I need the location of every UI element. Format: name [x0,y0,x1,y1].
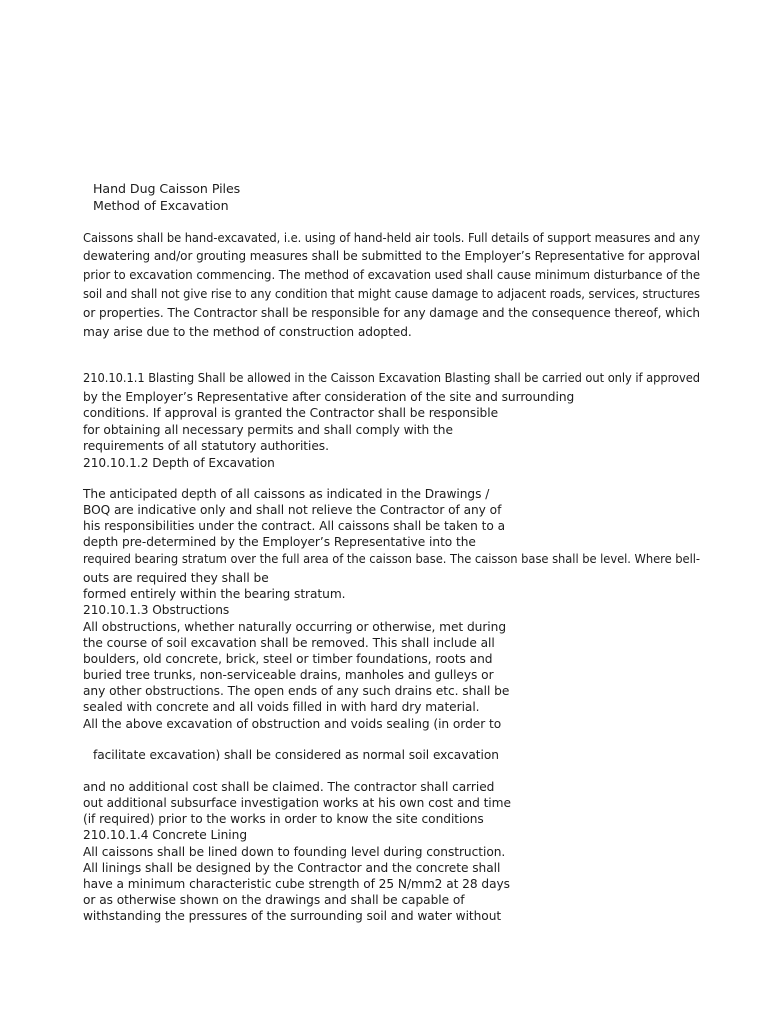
body-line: required bearing stratum over the full area of the caisson base. The caisson base shall be level. Where bell- [83,552,700,566]
body-line: any other obstructions. The open ends of any such drains etc. shall be [83,684,510,698]
body-line: sealed with concrete and all voids filled in with hard dry material. [83,700,480,714]
body-line: for obtaining all necessary permits and shall comply with the [83,423,453,437]
body-line: facilitate excavation) shall be considered as normal soil excavation [93,748,499,762]
body-line: by the Employer’s Representative after consideration of the site and surrounding [83,390,575,404]
section-heading-depth: 210.10.1.2 Depth of Excavation [83,456,275,470]
body-line: All obstructions, whether naturally occurring or otherwise, met during [83,620,507,634]
body-line: out additional subsurface investigation works at his own cost and time [83,796,511,810]
body-line: or as otherwise shown on the drawings and shall be capable of [83,893,465,907]
body-line: Caissons shall be hand-excavated, i.e. using of hand-held air tools. Full details of support measures and any [83,231,701,245]
body-line: BOQ are indicative only and shall not relieve the Contractor of any of [83,503,502,517]
document-subtitle: Method of Excavation [93,198,229,213]
body-line: the course of soil excavation shall be removed. This shall include all [83,636,495,650]
body-line: conditions. If approval is granted the Contractor shall be responsible [83,406,499,420]
body-line: formed entirely within the bearing stratum. [83,587,346,601]
body-line: All the above excavation of obstruction and voids sealing (in order to [83,717,502,731]
body-line: All linings shall be designed by the Contractor and the concrete shall [83,861,501,875]
body-line: outs are required they shall be [83,571,269,585]
body-line: depth pre-determined by the Employer’s Representative into the [83,535,476,549]
body-line: his responsibilities under the contract. All caissons shall be taken to a [83,519,506,533]
body-line: and no additional cost shall be claimed. The contractor shall carried [83,780,495,794]
body-line: soil and shall not give rise to any condition that might cause damage to adjacent roads, services, structures [83,287,700,301]
body-line: All caissons shall be lined down to founding level during construction. [83,845,506,859]
body-line: boulders, old concrete, brick, steel or timber foundations, roots and [83,652,493,666]
body-line: prior to excavation commencing. The method of excavation used shall cause minimum disturbance of the [83,268,701,282]
body-line: buried tree trunks, non-serviceable drains, manholes and gulleys or [83,668,494,682]
body-line: or properties. The Contractor shall be responsible for any damage and the consequence thereof, which [83,306,700,320]
body-line: have a minimum characteristic cube strength of 25 N/mm2 at 28 days [83,877,510,891]
body-line: dewatering and/or grouting measures shall be submitted to the Employer’s Representative for approval [83,249,701,263]
body-line: The anticipated depth of all caissons as indicated in the Drawings / [83,487,490,501]
section-heading-concrete-lining: 210.10.1.4 Concrete Lining [83,828,248,842]
document-title: Hand Dug Caisson Piles [93,181,241,196]
body-line: withstanding the pressures of the surrounding soil and water without [83,909,502,923]
section-heading-blasting: 210.10.1.1 Blasting Shall be allowed in the Caisson Excavation Blasting shall be carried out only if approved [83,371,701,385]
body-line: may arise due to the method of construction adopted. [83,325,412,339]
section-heading-obstructions: 210.10.1.3 Obstructions [83,603,230,617]
body-line: (if required) prior to the works in order to know the site conditions [83,812,484,826]
body-line: requirements of all statutory authorities. [83,439,329,453]
